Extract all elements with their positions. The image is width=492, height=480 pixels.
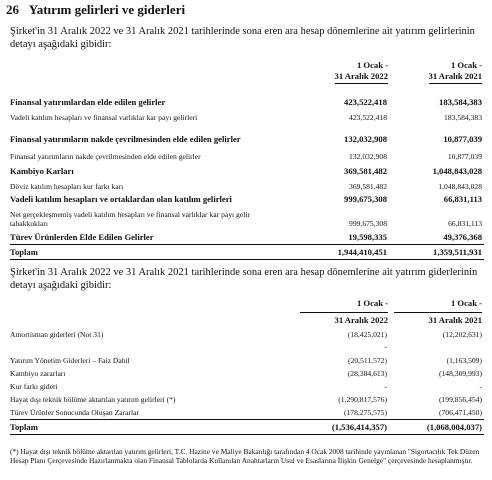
- total-bottom-line: [10, 259, 484, 260]
- income-col1-header: 1 Ocak - 31 Aralık 2022: [300, 60, 388, 84]
- section-title: Yatırım gelirleri ve giderleri: [28, 2, 186, 17]
- section-number: 26: [6, 2, 19, 17]
- expense-col1-period: 31 Aralık 2022: [334, 315, 388, 325]
- section-heading: [6, 2, 185, 18]
- document-page: 26 Yatırım gelirleri ve giderleri Şirket'in 31 Aralık 2022 ve 31 Aralık 2021 tarihlerinde sona eren ara hesap dönemlerine ait yatırım gelirlerinin detayı aşağıdaki gibidir: 1 Ocak - 31 Aralık 2022 1 Ocak - 31 Aralık 2021 Finansal yatırımlardan elde edilen gelirler 423,522,418 183,584,383 Vadeli katılım hesapları ve finansal varlıklar kar payı gelirleri 423,522,418 183,584,383 Finansal yatırımların nakde çevrilmesinden elde edilen gelirler 132,032,908 10,877,039 Finansal yatırımların nakde çevrilmesinden elde edilen gelirler 132,032,908 10,877,039 Kambiyo Karları 369,581,482 1,048,843,028 Döviz katılım hesapları kur farkı karı 369,581,482 1,048,843,028 Vadeli katılım hesapları ve ortaklardan olan katılım gelirleri 999,675,308 66,831,113 Net gerçekleşmemiş vadeli katılım hesapları ve finansal varlıklar kar payı gelir tahakkukları 999,675,308 66,831,113 Türev Ürünlerden Elde Edilen Gelirler 19,598,335 49,376,368 Toplam 1,944,410,451 1,359,511,931 Şirket'in 31 Aralık 2022 ve 31 Aralık 2021 tarihlerinde sona eren ara hesap dönemlerine ait yatırım giderlerinin detayı aşağıdaki gibidir: 1 Ocak - 1 Ocak - 31 Aralık 2022 31 Aralık 2021 Amortisman giderleri (Not 31) (18,425,021) (12,202,631) - Yatırım Yönetim Giderleri – Faiz Dahil (20,511,572) (1,163,509) Kambiyo zararları (28,384,613) (148,309,993) Kur farkı gideri - - Hayat dışı teknik bölüme aktarılan yatırım gelirleri (*) (1,290,817,576) (199,856,454) Türev Ürünler Sonucunda Oluşan Zararlar (178,275,575) (706,471,450) Toplam (1,536,414,357) (1,068,004,037) (*) Hayat dışı teknik bölüme aktarılan yatırım gelirleri, T.C. Hazine ve Maliye Bakanlığı tarafından 4 Ocak 2008 tarihinde yayınlanan "Sigortacılık Tek Düzen Hesap Planı Çerçevesinde Hazırlanmakta olan Finansal Tablolarda Kullanılan Anahtarların Usul ve Esaslarına İlişkin Genelge" çerçevesinde hesaplanmıştır.: [0, 0, 492, 480]
- table-row: Net gerçekleşmemiş vadeli katılım hesapları ve finansal varlıklar kar payı gelir tahakkukları 999,675,308 66,831,113: [10, 210, 482, 228]
- footnote: (*) Hayat dışı teknik bölüme aktarılan yatırım gelirleri, T.C. Hazine ve Maliye Bakanlığı tarafından 4 Ocak 2008 tarihinde yayınlanan "Sigortacılık Tek Düzen Hesap Planı Çerçevesinde Hazırlanmakta olan Finansal Tablolarda Kullanılan Anahtarların Usul ve Esaslarına İlişkin Genelge" çerçevesinde hesaplanmıştır.: [10, 447, 480, 465]
- expense-col2-period: 31 Aralık 2021: [428, 315, 482, 325]
- total-bottom-line: [10, 434, 484, 435]
- header-rule: [300, 312, 388, 313]
- expense-intro-text: Şirket'in 31 Aralık 2022 ve 31 Aralık 2021 tarihlerinde sona eren ara hesap dönemlerine ait yatırım giderlerinin detayı aşağıdaki gibidir:: [10, 267, 478, 291]
- expense-col2-header: 1 Ocak -: [450, 298, 482, 308]
- income-col2-header: 1 Ocak - 31 Aralık 2021: [394, 60, 482, 84]
- total-divider: [10, 244, 484, 245]
- income-intro-text: Şirket'in 31 Aralık 2022 ve 31 Aralık 2021 tarihlerinde sona eren ara hesap dönemlerine ait yatırım gelirlerinin detayı aşağıdaki gibidir:: [10, 26, 475, 50]
- total-divider: [10, 419, 484, 420]
- expense-col1-header: 1 Ocak -: [356, 298, 388, 308]
- header-rule: [394, 312, 482, 313]
